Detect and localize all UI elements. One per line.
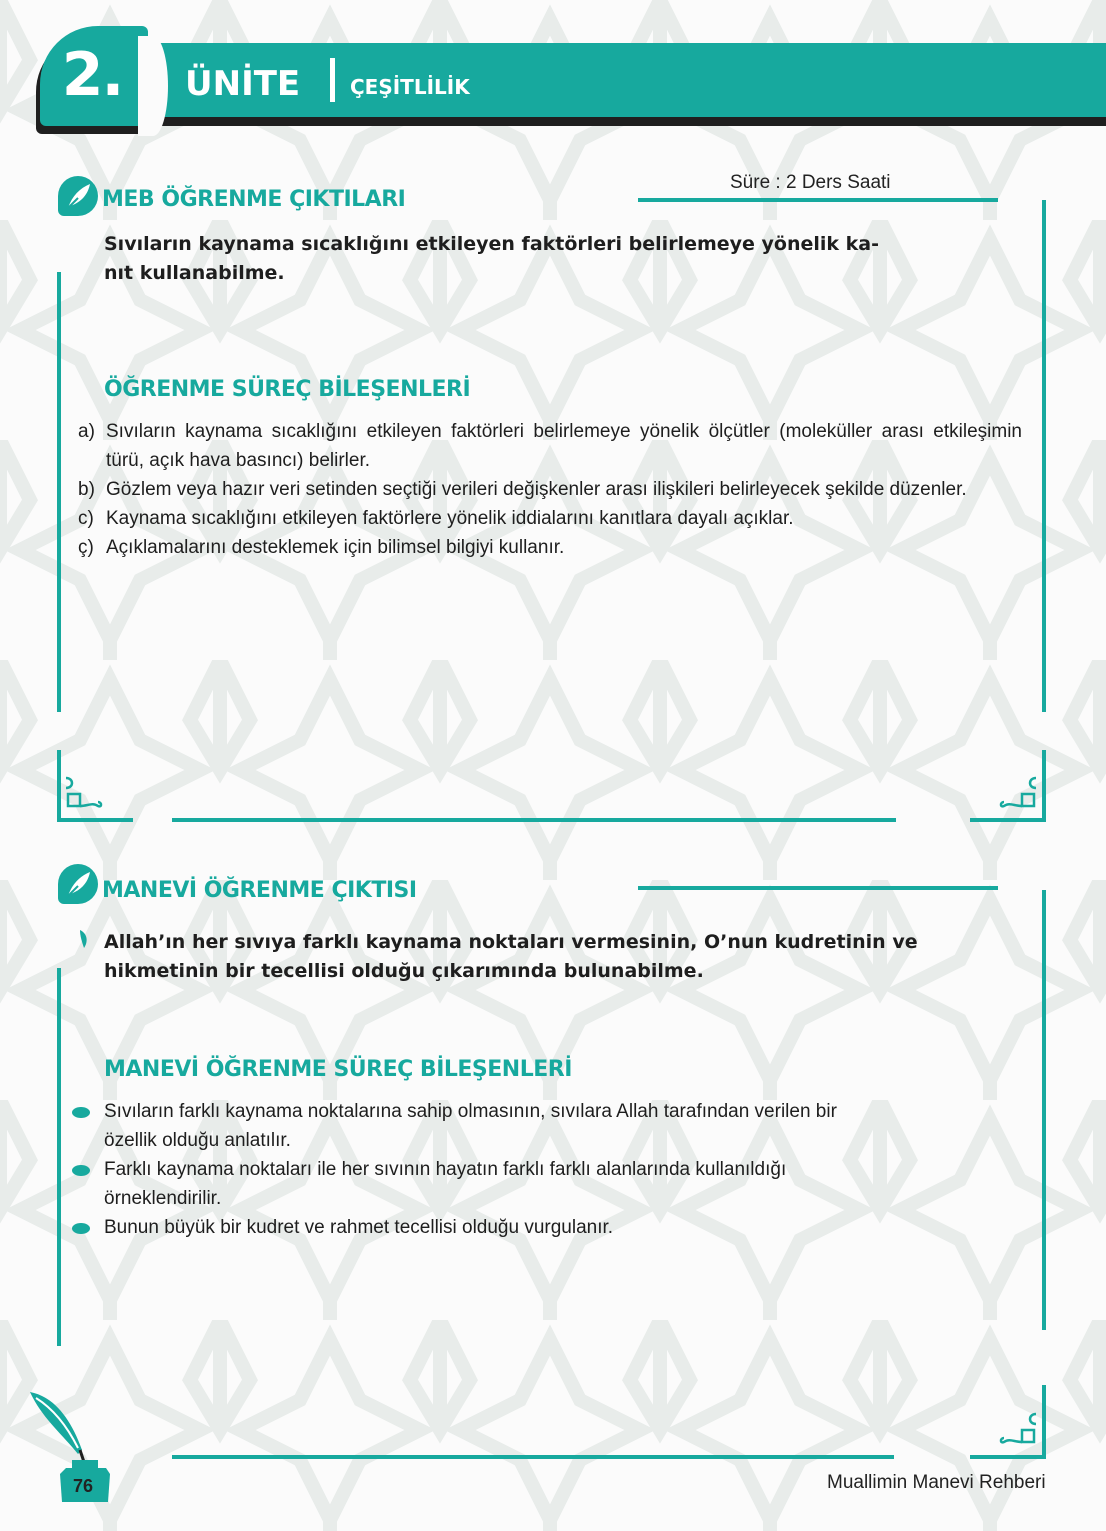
manevi-process-title: MANEVİ ÖĞRENME SÜREÇ BİLEŞENLERİ: [104, 1057, 572, 1082]
frame-bottom: [172, 1455, 894, 1459]
page-number: 76: [72, 1476, 94, 1496]
unit-label: ÜNİTE: [185, 64, 301, 104]
frame-bottom: [172, 818, 896, 822]
feather-mark-icon: [76, 928, 92, 950]
duration-label: Süre : 2 Ders Saati: [730, 172, 891, 193]
manevi-section-title: MANEVİ ÖĞRENME ÇIKTISI: [102, 878, 417, 903]
header-band-notch: [138, 36, 168, 136]
list-item: Bunun büyük bir kudret ve rahmet tecellisi olduğu vurgulanır.: [72, 1213, 972, 1242]
feather-icon: [58, 176, 98, 216]
list-item: Farklı kaynama noktaları ile her sıvının hayatın farklı farklı alanlarında kullanıldığı örneklendirilir.: [72, 1155, 972, 1213]
frame-right: [1042, 890, 1046, 1330]
meb-process-title: ÖĞRENME SÜREÇ BİLEŞENLERİ: [104, 377, 471, 402]
unit-number: 2.: [61, 40, 123, 110]
frame-right: [1042, 200, 1046, 712]
bullet-icon: [72, 1165, 90, 1176]
header-rule: [638, 198, 998, 202]
corner-ornament-right: [996, 772, 1040, 816]
book-title: Muallimin Manevi Rehberi: [827, 1472, 1046, 1493]
list-item: ç) Açıklamalarını desteklemek için bilimsel bilgiyi kullanır.: [78, 537, 565, 558]
frame-left: [57, 968, 61, 1346]
list-item: c) Kaynama sıcaklığını etkileyen faktörlere yönelik iddialarını kanıtlara dayalı açıklar.: [78, 508, 794, 529]
bullet-icon: [72, 1107, 90, 1118]
bullet-icon: [72, 1223, 90, 1234]
meb-process-list: [78, 417, 1022, 562]
manevi-process-list: [72, 1097, 972, 1242]
frame-left: [57, 272, 61, 712]
frame-bottom-right: [970, 818, 1046, 822]
list-item: b) Gözlem veya hazır veri setinden seçtiği verileri değişkenler arası ilişkileri belirleyecek şekilde düzenler.: [78, 479, 967, 500]
meb-section-title: MEB ÖĞRENME ÇIKTILARI: [102, 187, 406, 212]
meb-outcome: Sıvıların kaynama sıcaklığını etkileyen faktörleri belirlemeye yönelik ka- nıt kullanabilme.: [104, 233, 880, 284]
header-separator: [330, 58, 335, 102]
frame-right-bottom: [1042, 1385, 1046, 1455]
list-item: a) Sıvıların kaynama sıcaklığını etkileyen faktörleri belirlemeye yönelik ölçütler (moleküller arası etkileşimin türü, açık hava basıncı) belirler.: [78, 421, 1022, 471]
corner-ornament-left: [62, 772, 106, 816]
unit-topic: ÇEŞİTLİLİK: [350, 75, 470, 99]
frame-right-bottom: [1042, 750, 1046, 822]
frame-bottom-left: [57, 818, 133, 822]
corner-ornament-right: [996, 1408, 1040, 1452]
list-item: Sıvıların farklı kaynama noktalarına sahip olmasının, sıvılara Allah tarafından verilen bir özellik olduğu anlatılır.: [72, 1097, 972, 1155]
frame-left-bottom: [57, 750, 61, 822]
header-rule: [638, 886, 998, 890]
manevi-outcome: Allah’ın her sıvıya farklı kaynama noktaları vermesinin, O’nun kudretinin ve hikmetinin bir tecellisi olduğu çıkarımında bulunabilme.: [104, 931, 918, 982]
feather-icon: [58, 864, 98, 904]
frame-bottom-right: [970, 1455, 1046, 1459]
